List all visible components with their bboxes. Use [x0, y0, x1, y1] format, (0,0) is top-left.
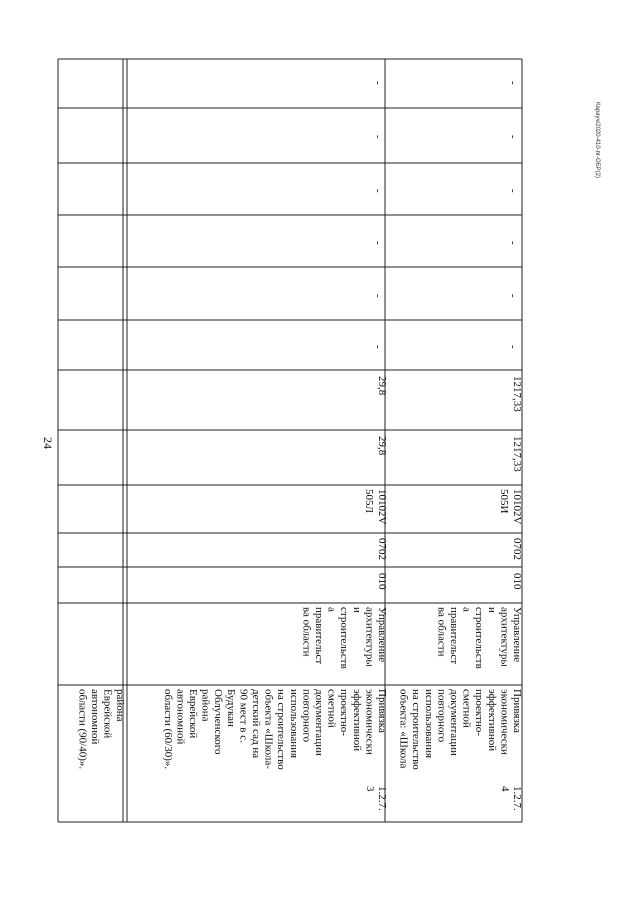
row-2-description-line: Привязка — [511, 689, 523, 733]
row-1-empty-value: - — [372, 135, 384, 139]
row-2-csr — [498, 489, 523, 525]
continuation-description-line: Еврейской — [101, 689, 114, 739]
row-2-description-line: сметной — [460, 689, 473, 728]
row-2-amount-total-line: 1217,33 — [511, 436, 523, 472]
row-1-grbs — [376, 573, 388, 590]
row-1-organization-line: Управление — [376, 607, 388, 663]
row-1-description-line: повторного — [300, 689, 313, 743]
row-1-description-line: детский сад на — [250, 689, 262, 759]
row-2-description-line: повторного — [435, 689, 448, 743]
row-1-number — [364, 786, 388, 811]
row-1-description-line: объекта «Школа- — [262, 689, 275, 769]
row-1-amount-year-line: 29,8 — [376, 376, 388, 396]
row-2-organization-line: правительст — [448, 607, 460, 665]
table-body — [77, 81, 524, 811]
row-2-organization — [435, 607, 523, 669]
row-1-empty-value: - — [372, 241, 384, 245]
row-1-description-line: 90 мест в с. — [237, 689, 250, 743]
row-1-description-line: проектно- — [338, 689, 351, 736]
row-1-empty-value: - — [372, 294, 384, 298]
row-2-number-line: 4 — [499, 786, 511, 792]
row-1-description-line: документации — [313, 689, 325, 756]
row-2-empty-value: - — [507, 81, 519, 85]
row-1-description-line: на строительство — [275, 689, 288, 770]
row-2-description-line: эффективной — [485, 689, 498, 752]
row-1-organization-line: правительст — [313, 607, 325, 665]
row-2-description-line: на строительство — [410, 689, 423, 770]
row-2-empty-value: - — [507, 294, 519, 298]
continuation-description — [77, 689, 127, 769]
row-2-amount-total — [511, 436, 523, 472]
row-2-empty-value: - — [507, 135, 519, 139]
row-1-empty-value: - — [372, 81, 384, 85]
row-1-organization-line: строительств — [338, 607, 351, 669]
row-2-rzpr-line: 0702 — [511, 538, 523, 560]
row-2-number-line: 1.2.7. — [511, 786, 523, 811]
row-1-number-line: 3 — [364, 786, 376, 792]
row-1-csr-line: 10102V — [376, 489, 388, 525]
row-1-number-line: 1.2.7. — [376, 786, 388, 811]
row-1-organization-line: архитектуры — [363, 607, 376, 667]
row-2-empty-value: - — [507, 241, 519, 245]
row-2-organization-line: и — [485, 607, 498, 613]
row-2-description — [398, 689, 523, 770]
row-1-organization-line: ва области — [300, 607, 313, 657]
row-1-description-line: экономически — [363, 689, 376, 755]
row-1-csr-line: 505Л — [363, 489, 375, 513]
row-2-description-line: экономически — [498, 689, 511, 755]
row-1-description-line: эффективной — [350, 689, 363, 752]
row-1-amount-total-line: 29,8 — [376, 436, 388, 456]
row-1-description — [162, 689, 388, 770]
row-1-description-line: района — [199, 689, 212, 722]
row-2-organization-line: а — [460, 607, 473, 612]
row-2-organization-line: ва области — [435, 607, 448, 657]
continuation-description-line: района — [114, 689, 126, 722]
row-2-empty-value: - — [507, 189, 519, 193]
row-1-amount-year — [376, 376, 388, 396]
row-2-description-line: использования — [422, 689, 435, 759]
row-2-csr-line: 505И — [498, 489, 510, 514]
row-1-description-line: Будукан — [224, 689, 237, 727]
row-1-description-line: области (60/30)». — [161, 689, 174, 770]
row-1-description-line: Еврейской — [187, 689, 199, 739]
row-1-organization-line: а — [325, 607, 338, 612]
row-2-description-line: проектно- — [473, 689, 486, 736]
row-2-amount-year — [511, 376, 523, 412]
row-1-organization — [300, 607, 388, 669]
row-1-description-line: Привязка — [376, 689, 388, 733]
row-1-rzpr-line: 0702 — [376, 538, 388, 560]
page-number: 24 — [41, 437, 55, 449]
row-2-grbs-line: 010 — [511, 573, 523, 590]
row-2-empty-value: - — [507, 345, 519, 349]
row-2-amount-year-line: 1217,33 — [511, 376, 523, 412]
row-1-empty-value: - — [372, 189, 384, 193]
row-1-rzpr — [376, 538, 388, 560]
row-1-description-line: автономной — [174, 689, 187, 745]
row-2-organization-line: строительств — [473, 607, 486, 669]
row-1-grbs-line: 010 — [376, 573, 388, 590]
row-1-csr — [363, 489, 388, 525]
row-2-rzpr — [511, 538, 523, 560]
row-1-description-line: сметной — [325, 689, 338, 728]
row-2-description-line: объекта: «Школа — [397, 689, 410, 769]
row-2-csr-line: 10102V — [511, 489, 523, 525]
continuation-description-line: области (90/40)». — [76, 689, 89, 770]
row-1-amount-total — [376, 436, 388, 456]
row-2-number — [499, 786, 523, 811]
row-1-organization-line: и — [350, 607, 363, 613]
row-1-description-line: Облученского — [212, 689, 225, 755]
row-2-organization-line: архитектуры — [498, 607, 511, 667]
row-2-description-line: документации — [448, 689, 460, 756]
continuation-description-line: автономной — [89, 689, 101, 745]
row-2-organization-line: Управление — [511, 607, 523, 663]
row-1-empty-value: - — [372, 345, 384, 349]
row-2-grbs — [511, 573, 523, 590]
document-code: Карауч/2020-410-пг-ОБР(2) — [594, 102, 600, 178]
row-1-description-line: использования — [287, 689, 300, 759]
